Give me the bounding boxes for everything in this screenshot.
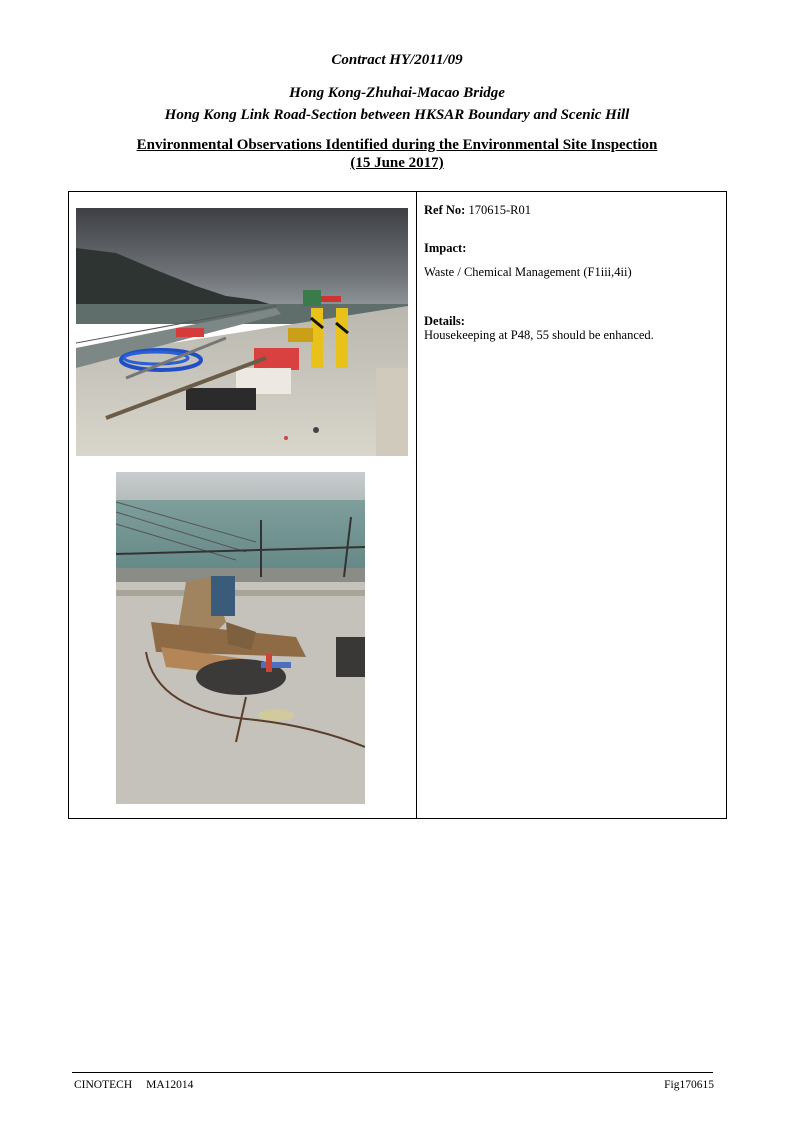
footer-left [74,1079,193,1091]
site-photo-deck [76,208,408,456]
observation-table [68,191,727,819]
impact-label: Impact: [424,241,467,255]
column-divider [416,192,417,818]
project-title-line2: Hong Kong Link Road-Section between HKSAR Boundary and Scenic Hill [164,107,630,123]
footer-figure: Fig170615 [664,1079,714,1091]
impact-value: Waste / Chemical Management (F1iii,4ii) [424,265,632,279]
ref-number [424,203,531,218]
footer-company: CINOTECH [74,1079,133,1091]
site-photo-debris [116,472,365,804]
footer-doc-code: MA12014 [146,1079,194,1091]
details-value: Housekeeping at P48, 55 should be enhanced. [424,328,654,342]
details-label: Details: [424,314,465,328]
observation-date: (15 June 2017) [350,155,444,171]
ref-value: 170615-R01 [468,203,531,217]
ref-label: Ref No: [424,203,466,217]
contract-number: Contract HY/2011/09 [331,52,463,68]
observation-title: Environmental Observations Identified during the Environmental Site Inspection [136,137,658,153]
footer-divider [72,1072,713,1073]
project-title-line1: Hong Kong-Zhuhai-Macao Bridge [289,85,505,101]
